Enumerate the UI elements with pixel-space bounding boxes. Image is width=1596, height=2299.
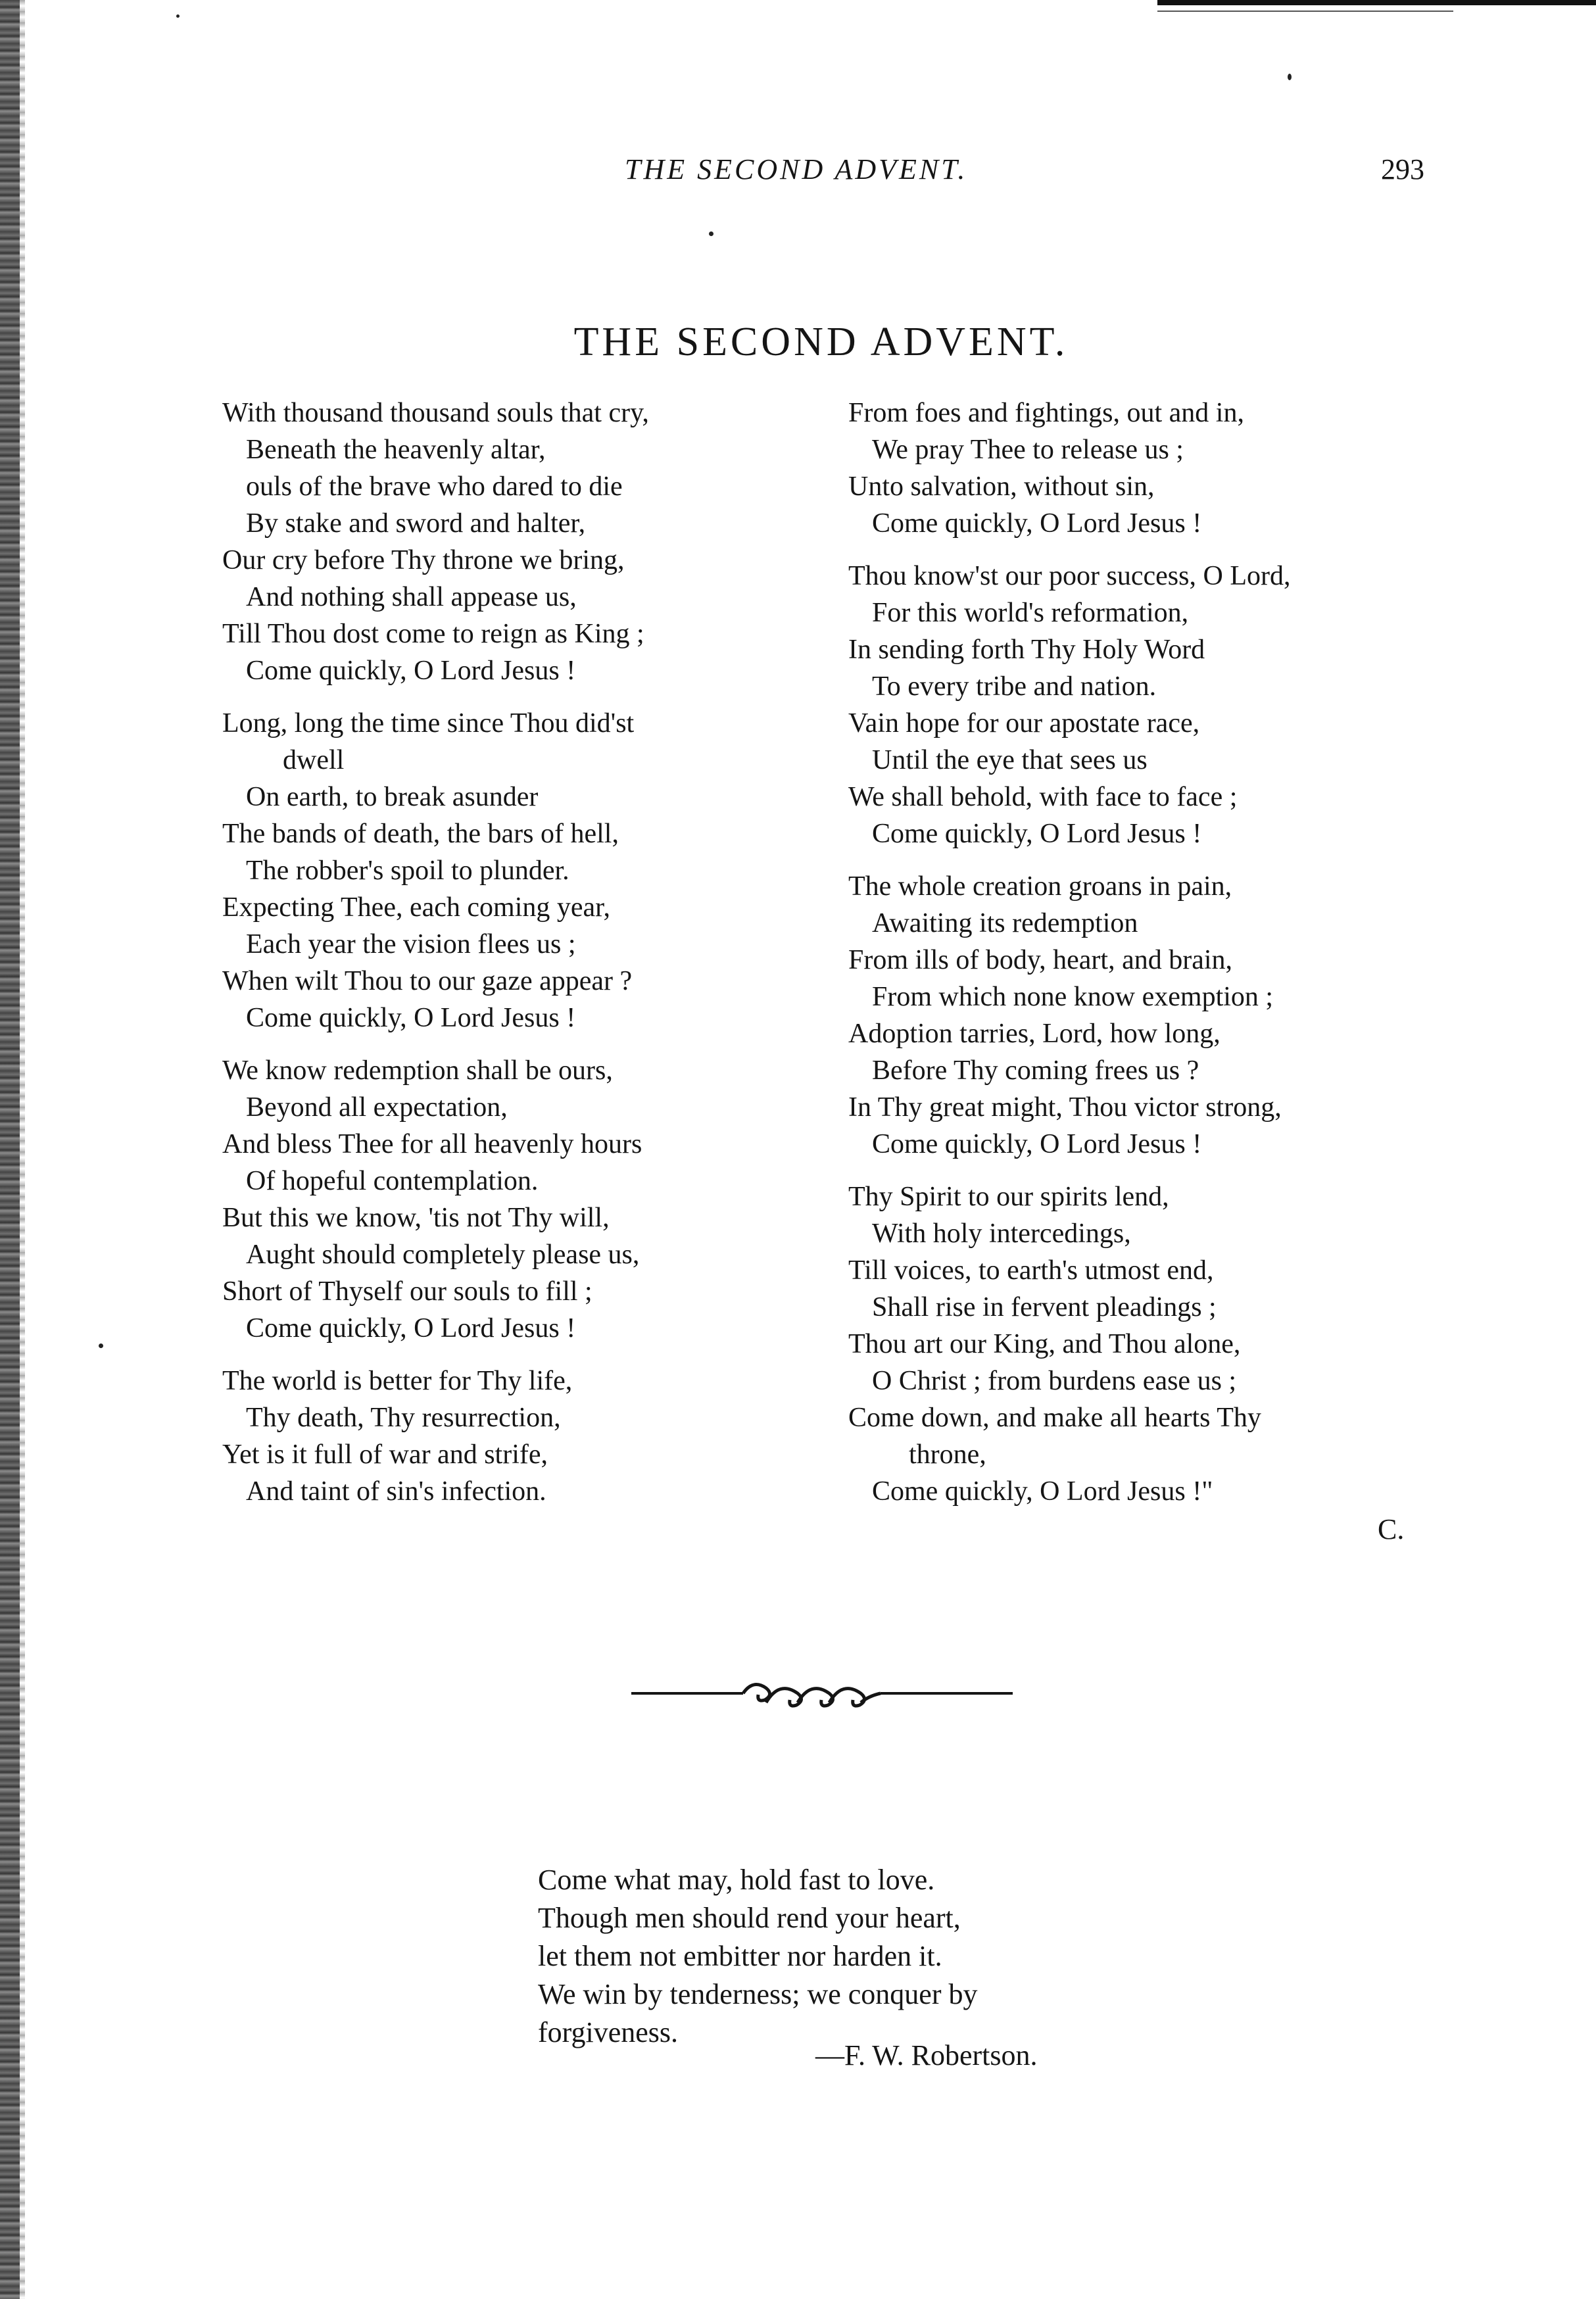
verse-line: ouls of the brave who dared to die: [246, 472, 623, 502]
quote-line: We win by tenderness; we conquer by: [538, 1978, 978, 2010]
verse-line: Till Thou dost come to reign as King ;: [222, 619, 644, 649]
verse-line: Long, long the time since Thou did'st: [222, 708, 635, 738]
verse-line: But this we know, 'tis not Thy will,: [222, 1203, 610, 1233]
stanza: [848, 868, 1453, 1163]
verse-line: Come quickly, O Lord Jesus !: [872, 508, 1202, 539]
quote-line: forgiveness.: [538, 2016, 679, 2048]
verse-line: Till voices, to earth's utmost end,: [848, 1255, 1214, 1286]
verse-line: On earth, to break asunder: [246, 782, 539, 812]
quote-line: Though men should rend your heart,: [538, 1902, 961, 1934]
verse-line: Shall rise in fervent pleadings ;: [872, 1292, 1217, 1322]
stanza: [222, 1363, 814, 1510]
verse-line: Our cry before Thy throne we bring,: [222, 545, 625, 575]
verse-line: throne,: [909, 1440, 986, 1470]
verse-line: With thousand thousand souls that cry,: [222, 398, 649, 428]
verse-line: Thy Spirit to our spirits lend,: [848, 1182, 1169, 1212]
verse-line: Aught should completely please us,: [246, 1240, 640, 1270]
verse-line: Come quickly, O Lord Jesus !: [246, 656, 576, 686]
verse-line: The whole creation groans in pain,: [848, 871, 1232, 902]
poem-right-column: [848, 395, 1453, 1526]
quote-line: let them not embitter nor harden it.: [538, 1940, 942, 1972]
epigraph-quote: [538, 1861, 1143, 2052]
verse-line: Thou art our King, and Thou alone,: [848, 1329, 1241, 1359]
stanza: [848, 558, 1453, 852]
verse-line: Vain hope for our apostate race,: [848, 708, 1200, 738]
poem-title: THE SECOND ADVENT.: [573, 320, 1069, 364]
page-number: 293: [1381, 153, 1424, 185]
running-head: [0, 153, 1596, 192]
verse-line: To every tribe and nation.: [872, 671, 1157, 702]
verse-line: Unto salvation, without sin,: [848, 472, 1155, 502]
ink-speck: [176, 14, 180, 18]
ink-speck: [99, 1343, 103, 1348]
quote-attribution: —F. W. Robertson.: [815, 2039, 1038, 2071]
verse-line: In Thy great might, Thou victor strong,: [848, 1092, 1282, 1123]
stanza: [222, 1052, 814, 1347]
verse-line: Short of Thyself our souls to fill ;: [222, 1276, 592, 1307]
scroll-ornament: [743, 1685, 881, 1706]
scroll-curl: [766, 1689, 802, 1706]
verse-line: Of hopeful contemplation.: [246, 1166, 539, 1196]
verse-line: We shall behold, with face to face ;: [848, 782, 1238, 812]
verse-line: Beyond all expectation,: [246, 1092, 508, 1123]
verse-line: When wilt Thou to our gaze appear ?: [222, 966, 633, 996]
verse-line: Come down, and make all hearts Thy: [848, 1403, 1261, 1433]
verse-line: And bless Thee for all heavenly hours: [222, 1129, 642, 1159]
verse-line: From ills of body, heart, and brain,: [848, 945, 1233, 975]
verse-line: With holy intercedings,: [872, 1219, 1131, 1249]
verse-line: Come quickly, O Lord Jesus !: [872, 1129, 1202, 1159]
top-rule: [1157, 0, 1596, 5]
stanza: [222, 705, 814, 1036]
poem-left-column: [222, 395, 814, 1526]
verse-line: From foes and fightings, out and in,: [848, 398, 1244, 428]
verse-line: Come quickly, O Lord Jesus !: [246, 1313, 576, 1343]
scroll-curl: [798, 1689, 833, 1706]
verse-line: Awaiting its redemption: [872, 908, 1138, 938]
verse-line: dwell: [283, 745, 345, 775]
verse-line: Beneath the heavenly altar,: [246, 435, 546, 465]
verse-line: Thou know'st our poor success, O Lord,: [848, 561, 1291, 591]
verse-line: Yet is it full of war and strife,: [222, 1440, 548, 1470]
ink-speck: [709, 231, 713, 236]
verse-line: Until the eye that sees us: [872, 745, 1148, 775]
verse-line: From which none know exemption ;: [872, 982, 1274, 1012]
verse-line: Come quickly, O Lord Jesus !": [872, 1476, 1213, 1507]
verse-line: And nothing shall appease us,: [246, 582, 577, 612]
ornamental-divider: [631, 1674, 1013, 1713]
ink-speck: [1288, 74, 1292, 80]
verse-line: The robber's spoil to plunder.: [246, 856, 569, 886]
stanza: [848, 395, 1453, 542]
verse-line: For this world's reformation,: [872, 598, 1189, 628]
stanza: [848, 1178, 1453, 1510]
poem-signature: C.: [1378, 1513, 1405, 1545]
verse-line: Before Thy coming frees us ?: [872, 1055, 1199, 1086]
verse-line: Thy death, Thy resurrection,: [246, 1403, 561, 1433]
verse-line: Each year the vision flees us ;: [246, 929, 576, 959]
verse-line: The bands of death, the bars of hell,: [222, 819, 619, 849]
scroll-curl: [743, 1685, 770, 1701]
verse-line: By stake and sword and halter,: [246, 508, 586, 539]
verse-line: We pray Thee to release us ;: [872, 435, 1184, 465]
verse-line: In sending forth Thy Holy Word: [848, 635, 1205, 665]
verse-line: Expecting Thee, each coming year,: [222, 892, 610, 923]
top-rule-thin: [1157, 11, 1453, 12]
verse-line: Adoption tarries, Lord, how long,: [848, 1019, 1221, 1049]
quote-line: Come what may, hold fast to love.: [538, 1864, 935, 1896]
verse-line: Come quickly, O Lord Jesus !: [872, 819, 1202, 849]
stanza: [222, 395, 814, 689]
verse-line: O Christ ; from burdens ease us ;: [872, 1366, 1237, 1396]
verse-line: We know redemption shall be ours,: [222, 1055, 613, 1086]
verse-line: And taint of sin's infection.: [246, 1476, 546, 1507]
scroll-curl: [829, 1689, 865, 1706]
running-title: THE SECOND ADVENT.: [625, 153, 968, 185]
verse-line: Come quickly, O Lord Jesus !: [246, 1003, 576, 1033]
verse-line: The world is better for Thy life,: [222, 1366, 573, 1396]
